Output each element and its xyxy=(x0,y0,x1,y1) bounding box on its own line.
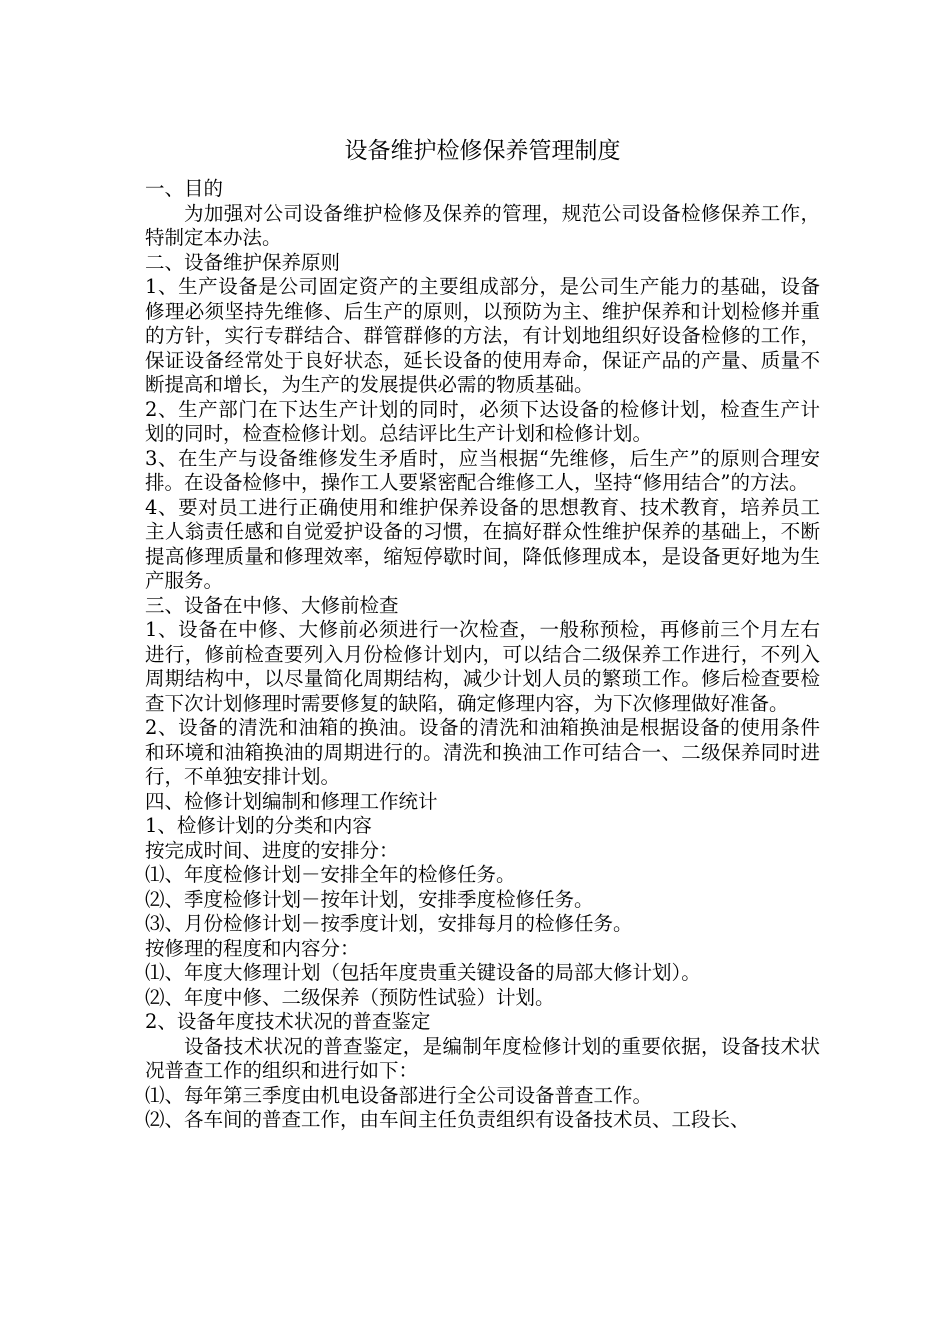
paragraph: 4、要对员工进行正确使用和维护保养设备的思想教育、技术教育，培养员工主人翁责任感和自觉爱护设备的习惯，在搞好群众性维护保养的基础上，不断提高修理质量和修理效率，缩短停歇时间，降低修理成本，是设备更好地为生产服务。 xyxy=(145,495,820,592)
paragraph: 1、检修计划的分类和内容 xyxy=(145,814,372,837)
document-title: 设备维护检修保养管理制度 xyxy=(344,138,621,164)
paragraph-list xyxy=(145,177,820,1133)
paragraph: 按完成时间、进度的安排分： xyxy=(145,838,399,862)
paragraph: 为加强对公司设备维护检修及保养的管理，规范公司设备检修保养工作，特制定本办法。 xyxy=(145,201,820,249)
document-body xyxy=(145,137,820,1133)
paragraph: 三、设备在中修、大修前检查 xyxy=(145,593,399,617)
paragraph: 按修理的程度和内容分： xyxy=(145,936,360,960)
paragraph: ⑵、年度中修、二级保养（预防性试验）计划。 xyxy=(145,985,555,1009)
paragraph: 3、在生产与设备维修发生矛盾时，应当根据“先维修，后生产”的原则合理安排。在设备检修中，操作工人要紧密配合维修工人，坚持“修用结合”的方法。 xyxy=(145,446,820,494)
paragraph: ⑴、年度大修理计划（包括年度贵重关键设备的局部大修计划）。 xyxy=(145,961,701,984)
paragraph: ⑵、各车间的普查工作，由车间主任负责组织有设备技术员、工段长、 xyxy=(145,1108,750,1131)
paragraph: 2、生产部门在下达生产计划的同时，必须下达设备的检修计划，检查生产计划的同时，检查检修计划。总结评比生产计划和检修计划。 xyxy=(145,397,820,445)
paragraph: 1、设备在中修、大修前必须进行一次检查，一般称预检，再修前三个月左右进行，修前检查要列入月份检修计划内，可以结合二级保养工作进行，不列入周期结构中，以尽量简化周期结构，减少计划人员的繁琐工作。修后检查要检查下次计划修理时需要修复的缺陷，确定修理内容，为下次修理做好准备。 xyxy=(145,618,820,715)
paragraph: 设备技术状况的普查鉴定，是编制年度检修计划的重要依据，设备技术状况普查工作的组织和进行如下： xyxy=(145,1034,820,1082)
paragraph: ⑵、季度检修计划－按年计划，安排季度检修任务。 xyxy=(145,887,594,911)
paragraph: 1、生产设备是公司固定资产的主要组成部分，是公司生产能力的基础，设备修理必须坚持先维修、后生产的原则，以预防为主、维护保养和计划检修并重的方针，实行专群结合、群管群修的方法，有计划地组织好设备检修的工作，保证设备经常处于良好状态，延长设备的使用寿命，保证产品的产量、质量不断提高和增长，为生产的发展提供必需的物质基础。 xyxy=(145,275,820,396)
paragraph: 2、设备年度技术状况的普查鉴定 xyxy=(145,1010,431,1033)
paragraph: 2、设备的清洗和油箱的换油。设备的清洗和油箱换油是根据设备的使用条件和环境和油箱换油的周期进行的。清洗和换油工作可结合一、二级保养同时进行，不单独安排计划。 xyxy=(145,716,820,788)
paragraph: ⑴、每年第三季度由机电设备部进行全公司设备普查工作。 xyxy=(145,1083,653,1107)
paragraph: 一、目的 xyxy=(145,177,224,200)
paragraph: ⑶、月份检修计划－按季度计划，安排每月的检修任务。 xyxy=(145,912,633,935)
paragraph: 四、检修计划编制和修理工作统计 xyxy=(145,789,438,813)
paragraph: ⑴、年度检修计划－安排全年的检修任务。 xyxy=(145,863,516,886)
paragraph: 二、设备维护保养原则 xyxy=(145,250,341,274)
